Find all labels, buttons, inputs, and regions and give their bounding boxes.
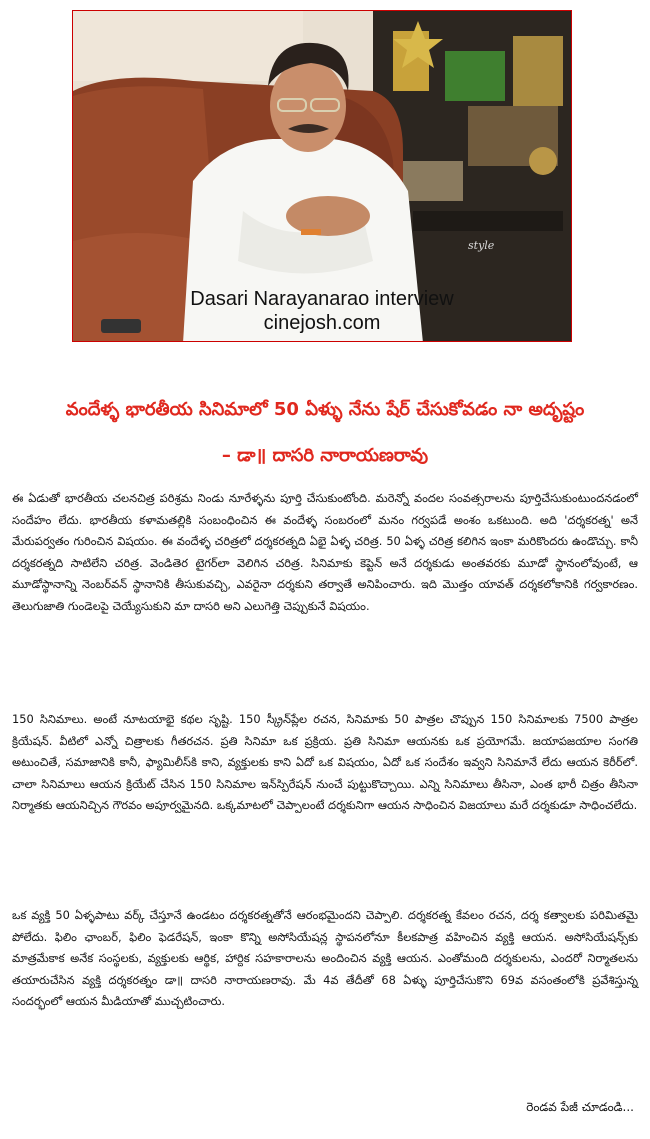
photo-caption-site: cinejosh.com — [263, 312, 381, 334]
article-headline: వందేళ్ళ భారతీయ సినిమాలో 50 ఏళ్ళు నేను షేర్ చేసుకోవడం నా అదృష్టం — [65, 399, 585, 420]
article-paragraph-1: ఈ ఏడుతో భారతీయ చలనచిత్ర పరిశ్రమ నిండు నూరేళ్ళను పూర్తి చేసుకుంటోంది. మరెన్నో వందల సంవత్సరాలను పూర్తిచేసుకుంటుందనడంలో సందేహం లేదు. భారతీయ కళామతల్లికి సంబంధించిన ఈ వందేళ్ళ సంబరంలో మనం గర్వపడే అంశం ఒకటుంది. అది 'దర్శకరత్న' అనే మేరుపర్వతం గురించిన విషయం. ఈ వందేళ్ళ చరిత్రలో దర్శకరత్నది ఏభై ఏళ్ళ చరిత్ర. 50 ఏళ్ళ చరిత్ర కలిగిన ఇంకా మరికొందరు ఉండొచ్చు. కానీ దర్శకరత్నది సాటిలేని చరిత్ర. వెండితెర టైగర్‌లా వెలిగిన చరిత్ర. సినిమాకు కెప్టెన్ అనే దర్శకుడు అంతవరకు మూడో స్థానంలోవుంటే, ఆ మూడోస్థానాన్ని నెంబర్‌వన్ స్థానానికి తీసుకువచ్చి, ఎవరైనా దర్శకుని తర్వాతే అనిపించారు. ఇది మొత్తం యావత్ దర్శకలోకానికి గర్వకారణం. తెలుగుజాతి గుండెలపై చెయ్యేసుకుని మా దాసరి అని ఎలుగెత్తి చెప్పుకునే విషయం. — [12, 491, 638, 613]
interview-photo — [72, 10, 572, 342]
photo-caption-title: Dasari Narayanarao interview — [190, 288, 454, 310]
next-page-link[interactable]: రెండవ పేజీ చూడండి... — [526, 1100, 634, 1114]
article-byline: – డా॥ దాసరి నారాయణరావు — [221, 445, 429, 466]
photo-watermark: style — [468, 239, 495, 252]
article-paragraph-3: ఒక వ్యక్తి 50 ఏళ్ళపాటు వర్క్ చేస్తూనే ఉండటం దర్శకరత్నతోనే ఆరంభమైందని చెప్పాలి. దర్శకరత్న కేవలం రచన, దర్శ కత్వాలకు పరిమితమై పోలేదు. ఫిలిం ఛాంబర్, ఫిలిం ఫెడరేషన్, ఇంకా కొన్ని అసోసియేషన్ల స్థాపనలోనూ కీలకపాత్ర వహించిన వ్యక్తి ఆయన. అసోసియేషన్స్‌కు మాత్రమేకాక అనేక సంస్థలకు, వ్యక్తులకు ఆర్థిక, హార్దిక సహకారాలను అందించిన వ్యక్తి ఆయన. ఎంతోమంది దర్శకులను, ఎందరో నిర్మాతలను తయారుచేసిన వ్యక్తి దర్శకరత్నం డా॥ దాసరి నారాయణరావు. మే 4వ తేదీతో 68 ఏళ్ళు పూర్తిచేసుకొని 69వ వసంతంలోకి ప్రవేశిస్తున్న సందర్భంలో ఆయన మీడియాతో ముచ్చటించారు. — [12, 908, 638, 1009]
article-paragraph-2: 150 సినిమాలు. అంటే నూటయాభై కథల సృష్టి. 150 స్క్రీన్‌ప్లేల రచన, సినిమాకు 50 పాత్రల చొప్పున 150 సినిమాలకు 7500 పాత్రల క్రియేషన్. వీటిలో ఎన్నో చిత్రాలకు గీతరచన. ప్రతి సినిమా ఒక ప్రక్రియ. ప్రతి సినిమా ఆయనకు ఒక ప్రయోగమే. జయాపజయాల సంగతి అటుంచితే, సమాజానికి కానీ, ఫ్యామిలీస్‌కి కాని, వ్యక్తులకు కాని ఏదో ఒక విషయం, ఏదో ఒక సందేశం ఇవ్వని సినిమానే లేదు ఆయన కెరీర్‌లో. చాలా సినిమాలు ఆయన క్రియేట్ చేసిన 150 సినిమాల ఇన్‌స్పిరేషన్ నుంచే పుట్టుకొచ్చాయి. ఎన్ని సినిమాలు తీసినా, ఎంత భారీ చిత్రం తీసినా నిర్మాతకు ఆయనిచ్చిన గౌరవం అపూర్వమైనది. ఒక్కమాటలో చెప్పాలంటే దర్శకునిగా ఆయన సాధించిన విజయాలు మరే దర్శకుడూ సాధించలేదు. — [12, 712, 638, 813]
